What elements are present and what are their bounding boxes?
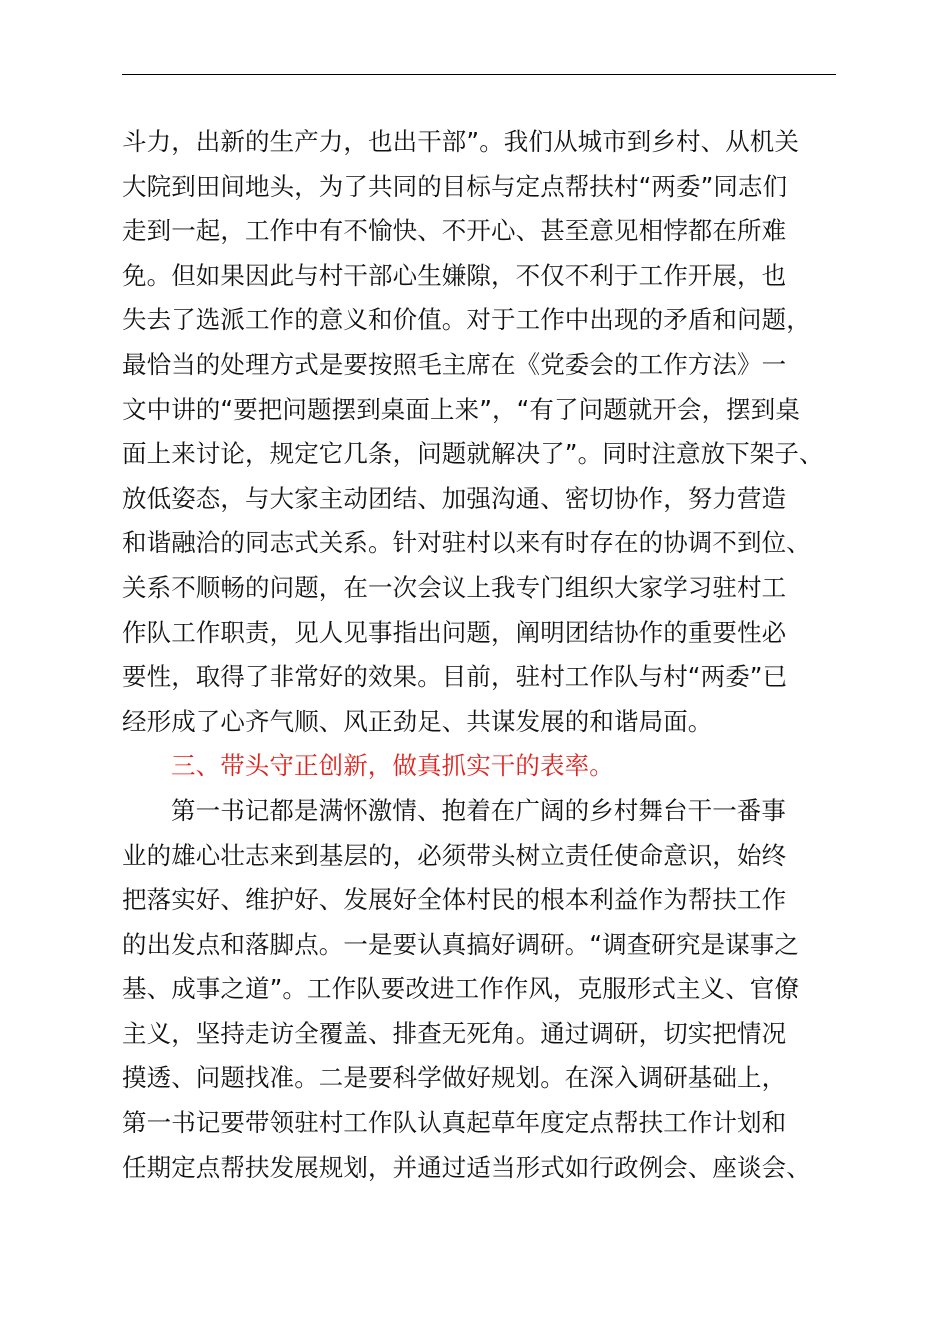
- text-line: 和谐融洽的同志式关系。针对驻村以来有时存在的协调不到位、: [122, 528, 811, 558]
- text-line: 失去了选派工作的意义和价值。对于工作中出现的矛盾和问题，: [122, 305, 811, 335]
- text-line: 的出发点和落脚点。一是要认真搞好调研。“调查研究是谋事之: [122, 929, 799, 959]
- text-line: 第一书记要带领驻村工作队认真起草年度定点帮扶工作计划和: [122, 1108, 787, 1138]
- text-line: 走到一起，工作中有不愉快、不开心、甚至意见相悖都在所难: [122, 216, 787, 246]
- text-line: 免。但如果因此与村干部心生嫌隙，不仅不利于工作开展，也: [122, 260, 787, 290]
- text-line: 作队工作职责，见人见事指出问题，阐明团结协作的重要性必: [122, 617, 787, 647]
- text-line: 文中讲的“要把问题摆到桌面上来”，“有了问题就开会，摆到桌: [122, 394, 800, 424]
- paragraph: [122, 789, 858, 1190]
- text-line: 基、成事之道”。工作队要改进工作作风，克服形式主义、官僚: [122, 974, 799, 1004]
- text-line: 最恰当的处理方式是要按照毛主席在《党委会的工作方法》一: [122, 349, 787, 379]
- text-line: 关系不顺畅的问题，在一次会议上我专门组织大家学习驻村工: [122, 572, 787, 602]
- text-line: 主义，坚持走访全覆盖、排查无死角。通过调研，切实把情况: [122, 1018, 787, 1048]
- text-line: 业的雄心壮志来到基层的，必须带头树立责任使命意识，始终: [122, 840, 787, 870]
- text-line: 斗力，出新的生产力，也出干部”。我们从城市到乡村、从机关: [122, 127, 799, 156]
- text-line: 第一书记都是满怀激情、抱着在广阔的乡村舞台干一番事: [171, 795, 786, 825]
- text-line: 经形成了心齐气顺、风正劲足、共谋发展的和谐局面。: [122, 706, 713, 736]
- text-line: 面上来讨论，规定它几条，问题就解决了”。同时注意放下架子、: [122, 439, 824, 469]
- header-rule: [122, 74, 836, 75]
- document-body: [122, 120, 858, 1190]
- text-line: 放低姿态，与大家主动团结、加强沟通、密切协作，努力营造: [122, 483, 787, 513]
- text-line: 把落实好、维护好、发展好全体村民的根本利益作为帮扶工作: [122, 885, 787, 915]
- section-heading: 三、带头守正创新，做真抓实干的表率。: [171, 751, 614, 781]
- text-line: 任期定点帮扶发展规划，并通过适当形式如行政例会、座谈会、: [122, 1152, 811, 1182]
- paragraph-continued: [122, 120, 858, 744]
- text-line: 要性，取得了非常好的效果。目前，驻村工作队与村“两委”已: [122, 662, 788, 692]
- text-line: 摸透、问题找准。二是要科学做好规划。在深入调研基础上，: [122, 1063, 787, 1093]
- text-line: 大院到田间地头，为了共同的目标与定点帮扶村“两委”同志们: [122, 171, 788, 201]
